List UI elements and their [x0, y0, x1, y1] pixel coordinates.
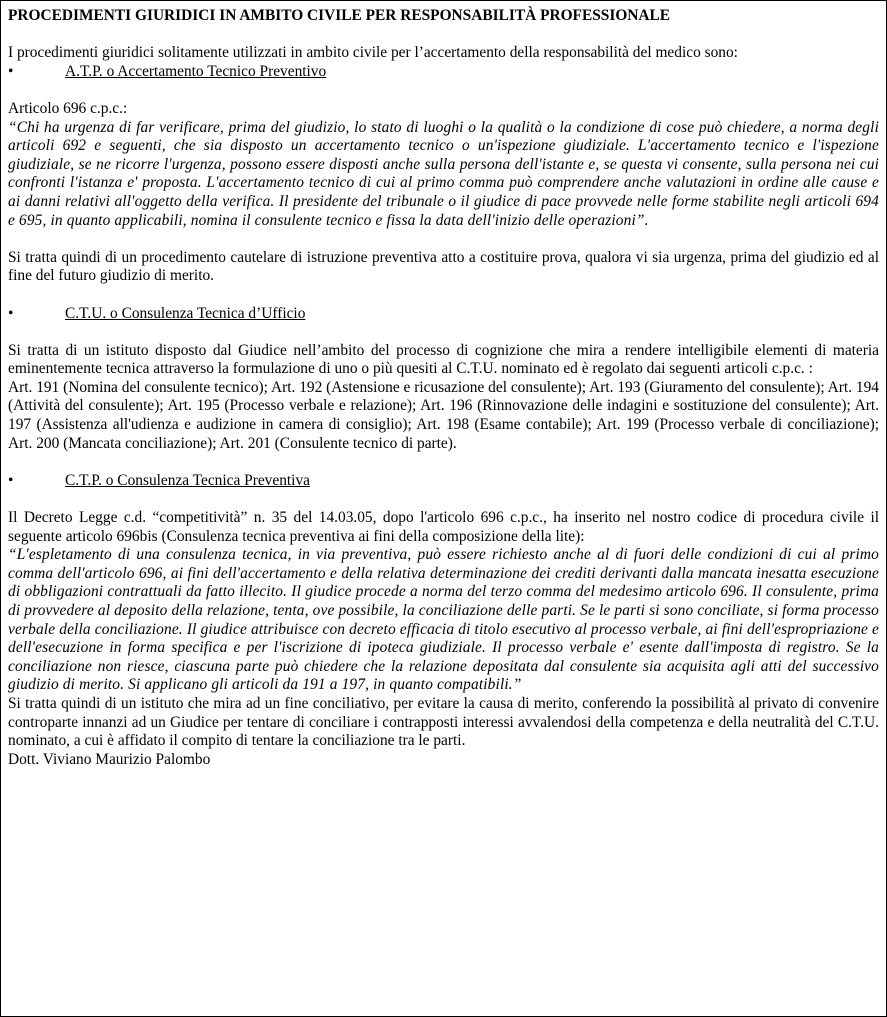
bullet-dot: •: [8, 304, 14, 322]
bullet-item-ctu: [8, 305, 879, 324]
section-heading-ctp: C.T.P. o Consulenza Tecnica Preventiva: [65, 471, 310, 489]
ctp-body: Il Decreto Legge c.d. “competitività” n. 35 del 14.03.05, dopo l'articolo 696 c.p.c., ha inserito nel nostro codice di procedura civile il seguente articolo 696bis (Consulenza tecnica preventiva ai fini della composizione della lite):: [8, 509, 879, 545]
section-heading-atp: A.T.P. o Accertamento Tecnico Preventivo: [65, 62, 327, 80]
document-body: [8, 7, 879, 769]
bullet-dot: •: [8, 62, 14, 80]
bullet-item-ctp: [8, 472, 879, 491]
article-696bis-quote: “L'espletamento di una consulenza tecnica, in via preventiva, può essere richiesto anche al di fuori delle condizioni di cui al primo comma dell'articolo 696, ai fini dell'accertamento e della relativa determinazione dei crediti derivanti dalla mancata inesatta esecuzione di obbligazioni contrattuali da fatto illecito. Il giudice procede a norma del terzo comma del medesimo articolo 696. Il consulente, prima di provvedere al deposito della relazione, tenta, ove possibile, la conciliazione delle parti. Se le parti si sono conciliate, si forma processo verbale della conciliazione. Il giudice attribuisce con decreto efficacia di titolo esecutivo al processo verbale, ai fini dell'espropriazione e dell'esecuzione in forma specifica e per l'iscrizione di ipoteca giudiziale. Il processo verbale e' esente dall'imposta di registro. Se la conciliazione non riesce, ciascuna parte può chiedere che la relazione depositata dal consulente sia acquisita agli atti del successivo giudizio di merito. Si applicano gli articoli da 191 a 197, in quanto compatibili.”: [8, 546, 879, 694]
ctu-articles: Art. 191 (Nomina del consulente tecnico); Art. 192 (Astensione e ricusazione del consulente); Art. 193 (Giuramento del consulente); Art. 194 (Attività del consulente); Art. 195 (Processo verbale e relazione); Art. 196 (Rinnovazione delle indagini e sostituzione del consulente); Art. 197 (Assistenza all'udienza e audizione in camera di consiglio); Art. 198 (Esame contabile); Art. 199 (Processo verbale di conciliazione); Art. 200 (Mancata conciliazione); Art. 201 (Consulente tecnico di parte).: [8, 378, 879, 452]
author-signature: Dott. Viviano Maurizio Palombo: [8, 750, 211, 768]
article-696-quote: “Chi ha urgenza di far verificare, prima del giudizio, lo stato di luoghi o la qualità o la condizione di cose può chiedere, a norma degli articoli 692 e seguenti, che sia disposto un accertamento tecnico o un'ispezione giudiziale. L'accertamento tecnico e l'ispezione giudiziale, se ne ricorre l'urgenza, possono essere disposti anche sulla persona dell'istante e, se questa vi consente, sulla persona nei cui confronti l'istanza e' proposta. L'accertamento tecnico di cui al primo comma può comprendere anche valutazioni in ordine alle cause e ai danni relativi all'oggetto della verifica. Il presidente del tribunale o il giudice di pace provvede nelle forme stabilite negli articoli 694 e 695, in quanto applicabili, nomina il consulente tecnico e fissa la data dell'inizio delle operazioni”.: [8, 118, 879, 229]
intro-paragraph: I procedimenti giuridici solitamente utilizzati in ambito civile per l’accertamento della responsabilità del medico sono:: [8, 44, 738, 62]
document-title: PROCEDIMENTI GIURIDICI IN AMBITO CIVILE PER RESPONSABILITÀ PROFESSIONALE: [8, 7, 671, 24]
bullet-dot: •: [8, 471, 14, 489]
atp-summary: Si tratta quindi di un procedimento cautelare di istruzione preventiva atto a costituire prova, qualora vi sia urgenza, prima del giudizio ed al fine del futuro giudizio di merito.: [8, 248, 879, 285]
bullet-item-atp: [8, 63, 879, 82]
article-reference: Articolo 696 c.p.c.:: [8, 99, 128, 117]
ctp-summary: Si tratta quindi di un istituto che mira ad un fine conciliativo, per evitare la causa di merito, conferendo la possibilità al privato di convenire controparte innanzi ad un Giudice per tentare di conciliare i contrapposti interessi avvalendosi della competenza e della neutralità del C.T.U. nominato, a cui è affidato il compito di tentare la conciliazione tra le parti.: [8, 694, 879, 750]
section-heading-ctu: C.T.U. o Consulenza Tecnica d’Ufficio: [65, 304, 306, 322]
ctu-body: Si tratta di un istituto disposto dal Giudice nell’ambito del processo di cognizione che mira a rendere intelligibile elementi di materia eminentemente tecnica attraverso la formulazione di uno o più quesiti al C.T.U. nominato ed è regolato dai seguenti articoli c.p.c. :: [8, 341, 879, 378]
